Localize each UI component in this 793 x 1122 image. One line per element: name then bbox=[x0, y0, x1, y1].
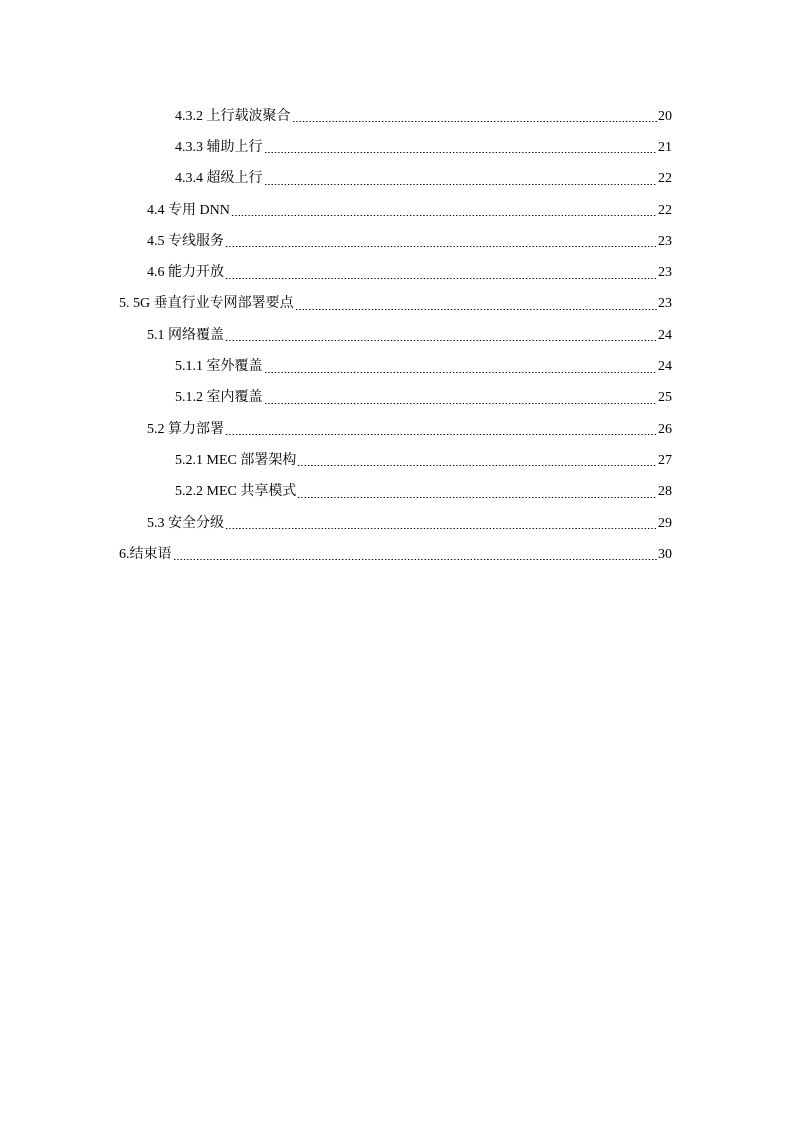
toc-dot-leader bbox=[231, 215, 657, 216]
toc-entry-title: 4.3.2 上行载波聚合 bbox=[175, 108, 291, 124]
toc-entry-page: 25 bbox=[658, 390, 672, 406]
toc-entry-page: 24 bbox=[658, 359, 672, 375]
toc-entry-page: 24 bbox=[658, 327, 672, 343]
table-of-contents bbox=[0, 101, 793, 570]
toc-dot-leader bbox=[264, 403, 658, 404]
toc-entry[interactable] bbox=[0, 414, 793, 445]
toc-dot-leader bbox=[292, 121, 658, 122]
toc-entry-title: 5.2.2 MEC 共享模式 bbox=[175, 484, 297, 500]
toc-entry-title: 4.3.3 辅助上行 bbox=[175, 139, 263, 155]
toc-dot-leader bbox=[297, 497, 657, 498]
toc-entry-title: 5.2.1 MEC 部署架构 bbox=[175, 452, 297, 468]
toc-entry-page: 22 bbox=[658, 202, 672, 218]
toc-entry-title: 4.3.4 超级上行 bbox=[175, 171, 263, 187]
toc-entry-title: 4.6 能力开放 bbox=[147, 265, 224, 281]
toc-entry[interactable] bbox=[0, 383, 793, 414]
toc-entry-title: 5.1.2 室内覆盖 bbox=[175, 390, 263, 406]
toc-dot-leader bbox=[225, 246, 657, 247]
toc-entry-title: 5.1.1 室外覆盖 bbox=[175, 359, 263, 375]
toc-dot-leader bbox=[297, 465, 657, 466]
toc-entry[interactable] bbox=[0, 101, 793, 132]
toc-entry-title: 5.1 网络覆盖 bbox=[147, 327, 224, 343]
toc-entry[interactable] bbox=[0, 320, 793, 351]
toc-dot-leader bbox=[295, 309, 657, 310]
toc-entry[interactable] bbox=[0, 508, 793, 539]
toc-dot-leader bbox=[225, 278, 657, 279]
toc-entry[interactable] bbox=[0, 289, 793, 320]
toc-entry-page: 29 bbox=[658, 515, 672, 531]
toc-entry[interactable] bbox=[0, 351, 793, 382]
toc-entry[interactable] bbox=[0, 257, 793, 288]
toc-entry-page: 23 bbox=[658, 265, 672, 281]
toc-entry-title: 5.3 安全分级 bbox=[147, 515, 224, 531]
toc-dot-leader bbox=[264, 152, 658, 153]
toc-entry[interactable] bbox=[0, 477, 793, 508]
toc-entry-page: 30 bbox=[658, 546, 672, 562]
toc-entry-page: 23 bbox=[658, 296, 672, 312]
toc-entry-title: 6.结束语 bbox=[119, 546, 172, 562]
toc-entry[interactable] bbox=[0, 164, 793, 195]
toc-entry-page: 22 bbox=[658, 171, 672, 187]
toc-entry-page: 20 bbox=[658, 108, 672, 124]
toc-entry[interactable] bbox=[0, 445, 793, 476]
toc-dot-leader bbox=[264, 184, 658, 185]
toc-entry-page: 23 bbox=[658, 233, 672, 249]
toc-entry-title: 5. 5G 垂直行业专网部署要点 bbox=[119, 296, 294, 312]
toc-entry-page: 26 bbox=[658, 421, 672, 437]
toc-entry-title: 4.4 专用 DNN bbox=[147, 202, 230, 218]
toc-dot-leader bbox=[225, 434, 657, 435]
toc-entry-title: 5.2 算力部署 bbox=[147, 421, 224, 437]
toc-entry-page: 27 bbox=[658, 452, 672, 468]
toc-dot-leader bbox=[264, 372, 658, 373]
toc-entry[interactable] bbox=[0, 539, 793, 570]
toc-dot-leader bbox=[173, 559, 658, 560]
toc-entry[interactable] bbox=[0, 195, 793, 226]
toc-entry-page: 21 bbox=[658, 139, 672, 155]
toc-dot-leader bbox=[225, 340, 657, 341]
toc-entry-title: 4.5 专线服务 bbox=[147, 233, 224, 249]
toc-entry[interactable] bbox=[0, 226, 793, 257]
toc-entry-page: 28 bbox=[658, 484, 672, 500]
toc-entry[interactable] bbox=[0, 132, 793, 163]
toc-dot-leader bbox=[225, 528, 657, 529]
